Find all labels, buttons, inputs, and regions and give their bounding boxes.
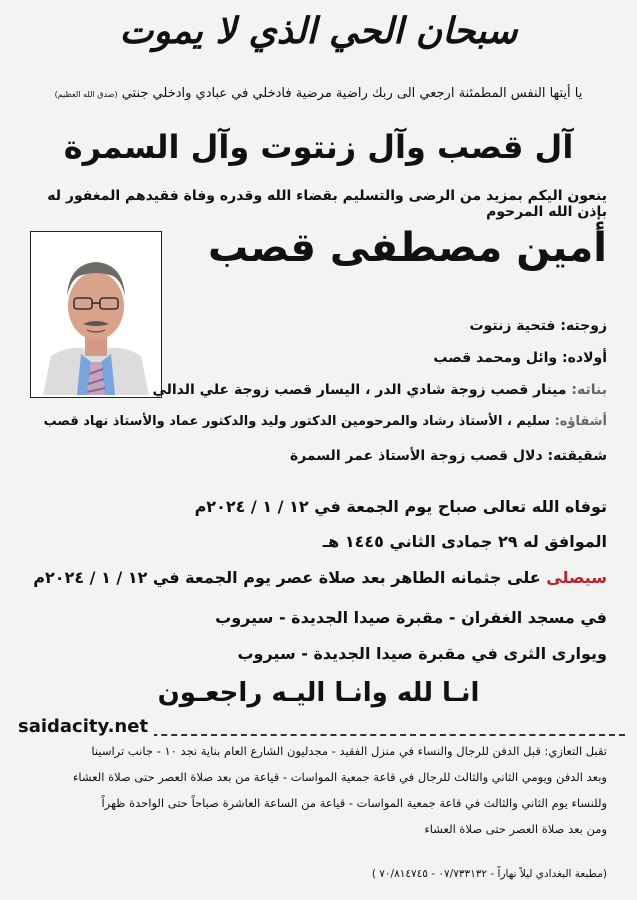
prayer-line	[20, 568, 607, 587]
site-watermark: saidacity.net	[12, 716, 154, 737]
verse-text: يا أيتها النفس المطمئنة ارجعي الى ربك راضية مرضية فادخلي في عبادي وادخلي جنتي	[121, 86, 583, 101]
burial-line: ويوارى الثرى في مقبرة صيدا الجديدة - سيروب	[237, 644, 607, 663]
portrait-photo	[33, 234, 159, 395]
relative-value: مينار قصب زوجة شادي الدر ، اليسار قصب زوجة علي الدالي	[152, 382, 572, 398]
relative-label: أشقاؤه:	[554, 414, 607, 429]
relative-line	[44, 414, 607, 429]
announcement-intro: ينعون اليكم بمزيد من الرضى والتسليم بقضاء الله وقدره وفاة فقيدهم المغفور له بإذن الله المرحوم	[47, 188, 607, 220]
prayer-lead: سيصلى	[546, 568, 607, 587]
relative-value: دلال قصب زوجة الأستاذ عمر السمرة	[289, 448, 548, 464]
death-date-line: توفاه الله تعالى صباح يوم الجمعة في ١٢ / ١ / ٢٠٢٤م	[194, 497, 607, 516]
relative-line	[470, 318, 607, 334]
portrait-frame	[30, 231, 162, 398]
relative-value: وائل ومحمد قصب	[433, 350, 563, 366]
relative-label: زوجته:	[560, 318, 607, 334]
relative-line	[433, 350, 607, 366]
condolence-line: وبعد الدفن ويومي الثاني والثالث للرجال في قاعة جمعية المواسات - قياعة من بعد صلاة العصر حتى صلاة العشاء	[73, 770, 607, 784]
relative-line	[152, 382, 607, 398]
relative-label: أولاده:	[562, 350, 607, 366]
condolence-line: ومن بعد صلاة العصر حتى صلاة العشاء	[424, 822, 607, 836]
relative-label: بناته:	[571, 382, 607, 398]
hijri-date-line: الموافق له ٢٩ جمادى الثاني ١٤٤٥ هـ	[322, 532, 607, 551]
families-title: آل قصب وآل زنتوت وآل السمرة	[63, 128, 574, 166]
relative-value: سليم ، الأستاذ رشاد والمرحومين الدكتور وليد والدكتور عماد والأستاذ نهاد قصب	[43, 414, 555, 429]
verse-source: (صدق الله العظيم)	[54, 90, 118, 99]
condolence-line: وللنساء يوم الثاني والثالث في قاعة جمعية المواسات - قياعة من الساعة العاشرة صباحاً حتى الواحدة ظهراً	[101, 796, 607, 810]
deceased-name: أمين مصطفى قصب	[207, 225, 607, 271]
calligraphy-header: سبحان الحي الذي لا يموت	[119, 10, 518, 52]
prayer-rest: على جثمانه الطاهر بعد صلاة عصر يوم الجمعة في ١٢ / ١ / ٢٠٢٤م	[33, 568, 547, 587]
relative-line	[290, 448, 607, 464]
quran-verse	[40, 86, 597, 101]
mosque-line: في مسجد الغفران - مقبرة صيدا الجديدة - سيروب	[215, 608, 607, 627]
relative-label: شقيقته:	[547, 448, 607, 464]
relative-value: فتحية زنتوت	[469, 318, 561, 334]
printer-credit: (مطبعة البغدادي ليلاً نهاراً - ٠٧/٧٣٣١٣٢ - ٧٠/٨١٤٧٤٥ )	[371, 868, 607, 880]
condolence-line: تقبل التعازي: قبل الدفن للرجال والنساء في منزل الفقيد - مجدليون الشارع العام بناية نجد ١٠ - جانب تراسينا	[91, 744, 607, 758]
closing-verse: انـا لله وانـا اليـه راجعـون	[157, 678, 480, 708]
